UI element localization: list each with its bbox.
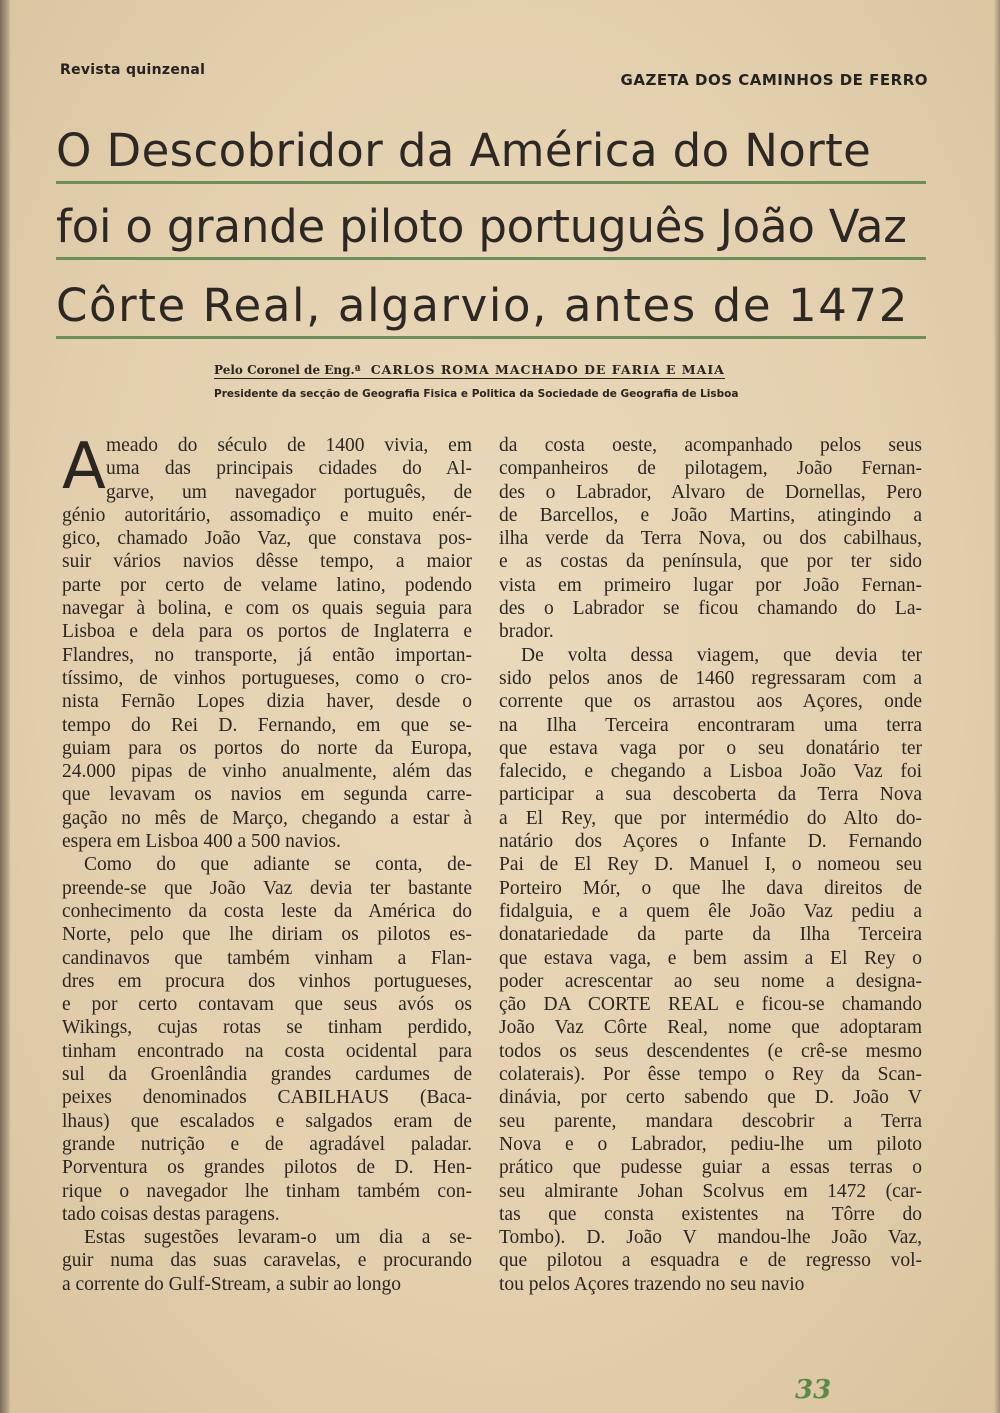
text-line: guir numa das suas caravelas, e procurando [62, 1250, 472, 1272]
text-line: tas que consta existentes na Tôrre do [499, 1203, 922, 1225]
text-line: des o Labrador, Alvaro de Dornellas, Pero [499, 481, 922, 503]
text-line: candinavos que também vinham a Flan- [62, 947, 472, 969]
text-line: Nova e o Labrador, pediu-lhe um piloto [499, 1133, 922, 1155]
text-line: prático que pudesse guiar a essas terras o [499, 1157, 922, 1179]
text-line: tempo do Rei D. Fernando, em que se- [62, 714, 472, 736]
text-line: tado coisas destas paragens. [62, 1203, 280, 1225]
author-name: CARLOS ROMA MACHADO DE FARIA E MAIA [370, 362, 725, 377]
text-line: donatariedade da parte da Ilha Terceira [499, 924, 922, 946]
text-line: seu parente, mandara descobrir a Terra [499, 1110, 922, 1132]
text-line: fidalguia, e a quem êle João Vaz pediu a [499, 900, 922, 922]
text-line: tou pelos Açores trazendo no seu navio [499, 1273, 805, 1295]
text-line: seu almirante Johan Scolvus em 1472 (car- [499, 1180, 922, 1202]
page-edge-right [994, 0, 1000, 1413]
text-line: que pilotou a esquadra e de regresso vol- [499, 1250, 922, 1272]
text-line: espera em Lisboa 400 a 500 navios. [62, 831, 341, 853]
page-edge-left [0, 0, 10, 1413]
text-line: que levavam os navios em segunda carre- [62, 784, 472, 806]
text-line: preende-se que João Vaz devia ter bastante [62, 877, 472, 899]
text-line: poder acrescentar ao seu nome a designa- [499, 970, 922, 992]
text-line: de Barcellos, e João Martins, atingindo a [499, 504, 922, 526]
paragraph [62, 853, 472, 1226]
text-line: sido pelos anos de 1460 regressaram com a [499, 667, 922, 689]
text-line: Pai de El Rey D. Manuel I, o nomeou seu [499, 854, 922, 876]
text-line: 24.000 pipas de vinho anualmente, além das [62, 761, 472, 783]
text-line: colaterais). Por êsse tempo o Rey da Scan- [499, 1064, 922, 1086]
title-line-1: O Descobridor da América do Norte [56, 128, 926, 184]
text-line: rique o navegador lhe tinham também con- [62, 1180, 472, 1202]
text-line: na Ilha Terceira encontraram uma terra [499, 714, 922, 736]
text-line: a corrente do Gulf-Stream, a subir ao longo [62, 1273, 401, 1295]
text-line: lhaus) que escalados e salgados eram de [62, 1110, 472, 1132]
text-line: e por certo contavam que seus avós os [62, 994, 472, 1016]
text-line: brador. [499, 621, 554, 643]
article-column-left [62, 430, 472, 1296]
text-line: ção DA CORTE REAL e ficou-se chamando [499, 994, 922, 1016]
text-line: vista em primeiro lugar por João Fernan- [499, 574, 922, 596]
text-line: da costa oeste, acompanhado pelos seus [499, 435, 922, 456]
text-line: uma das principais cidades do Al- [106, 458, 472, 480]
text-line: nista Fernão Lopes dizia haver, desde o [62, 691, 472, 713]
text-line: garve, um navegador português, de [106, 481, 472, 503]
paragraph [499, 434, 922, 644]
text-line: parte por certo de velame latino, podendo [62, 574, 472, 596]
text-line: tíssimo, de vinhos portugueses, como o cro- [62, 667, 472, 689]
text-line: des o Labrador se ficou chamando do La- [499, 598, 922, 620]
text-line: que estava vaga, e bem assim a El Rey o [499, 947, 922, 969]
text-line: Como do que adiante se conta, de- [84, 854, 472, 876]
text-line: Tombo). D. João V mandou-lhe João Vaz, [499, 1227, 922, 1249]
text-line: que estava vaga por o seu donatário ter [499, 737, 922, 759]
text-line: ilha verde da Terra Nova, ou dos cabilhaus, [499, 528, 922, 550]
text-line: Flandres, no transporte, já então importan- [62, 644, 472, 666]
text-line: peixes denominados CABILHAUS (Baca- [62, 1087, 472, 1109]
text-line: tinham encontrado na costa ocidental para [62, 1040, 472, 1062]
text-line: e as costas da península, que por ter sido [499, 551, 922, 573]
text-line: falecido, e chegando a Lisboa João Vaz foi [499, 761, 922, 783]
text-line: génio autoritário, assomadiço e muito enér- [62, 504, 472, 526]
article-column-right [499, 434, 922, 1296]
text-line: gico, chamado João Vaz, que constava pos- [62, 528, 472, 550]
drop-cap: A [62, 430, 106, 504]
text-line: navegar à bolina, e com os quais seguia para [62, 598, 472, 620]
header-left: Revista quinzenal [60, 62, 206, 78]
text-line: Porteiro Mór, o que lhe dava direitos de [499, 877, 922, 899]
text-line: Norte, pelo que lhe diriam os pilotos es- [62, 924, 472, 946]
text-line: grande nutrição e de agradável paladar. [62, 1133, 472, 1155]
text-line: todos os seus descendentes (e crê-se mesmo [499, 1040, 922, 1062]
title-line-2: foi o grande piloto português João Vaz [56, 204, 926, 260]
page-number: 33 [795, 1375, 832, 1405]
byline-prefix: Pelo Coronel de Eng.ª [214, 363, 361, 377]
text-line: gação no mês de Março, chegando a estar à [62, 807, 472, 829]
text-line: De volta dessa viagem, que devia ter [521, 644, 922, 666]
text-line: João Vaz Côrte Real, nome que adoptaram [499, 1017, 922, 1039]
paragraph [499, 644, 922, 1296]
paragraph [62, 430, 472, 853]
text-line: Porventura os grandes pilotos de D. Hen- [62, 1157, 472, 1179]
text-line: Lisboa e dela para os portos de Inglaterra e [62, 621, 472, 643]
author-affiliation: Presidente da secção de Geografia Fisica e Politica da Sociedade de Geografia de Lisboa [214, 388, 739, 400]
text-line: Wikings, cujas rotas se tinham perdido, [62, 1017, 472, 1039]
text-line: dres em procura dos vinhos portugueses, [62, 970, 472, 992]
text-line: natário dos Açores o Infante D. Fernando [499, 831, 922, 853]
text-line: dinávia, por certo sabendo que D. João V [499, 1087, 922, 1109]
text-line: suir vários navios dêsse tempo, a maior [62, 551, 472, 573]
byline [214, 362, 725, 379]
text-line: conhecimento da costa leste da América do [62, 900, 472, 922]
text-line: sul da Groenlândia grandes cardumes de [62, 1064, 472, 1086]
text-line: guiam para os portos do norte da Europa, [62, 737, 472, 759]
text-line: companheiros de pilotagem, João Fernan- [499, 458, 922, 480]
paragraph [62, 1226, 472, 1296]
text-line: corrente que os arrastou aos Açores, onde [499, 691, 922, 713]
text-line: meado do século de 1400 vivia, em [106, 435, 472, 456]
header-right: GAZETA DOS CAMINHOS DE FERRO [620, 71, 928, 89]
text-line: a El Rey, que por intermédio do Alto do- [499, 807, 922, 829]
text-line: Estas sugestões levaram-o um dia a se- [84, 1227, 472, 1249]
text-line: participar a sua descoberta da Terra Nova [499, 784, 922, 806]
title-line-3: Côrte Real, algarvio, antes de 1472 [56, 283, 926, 339]
